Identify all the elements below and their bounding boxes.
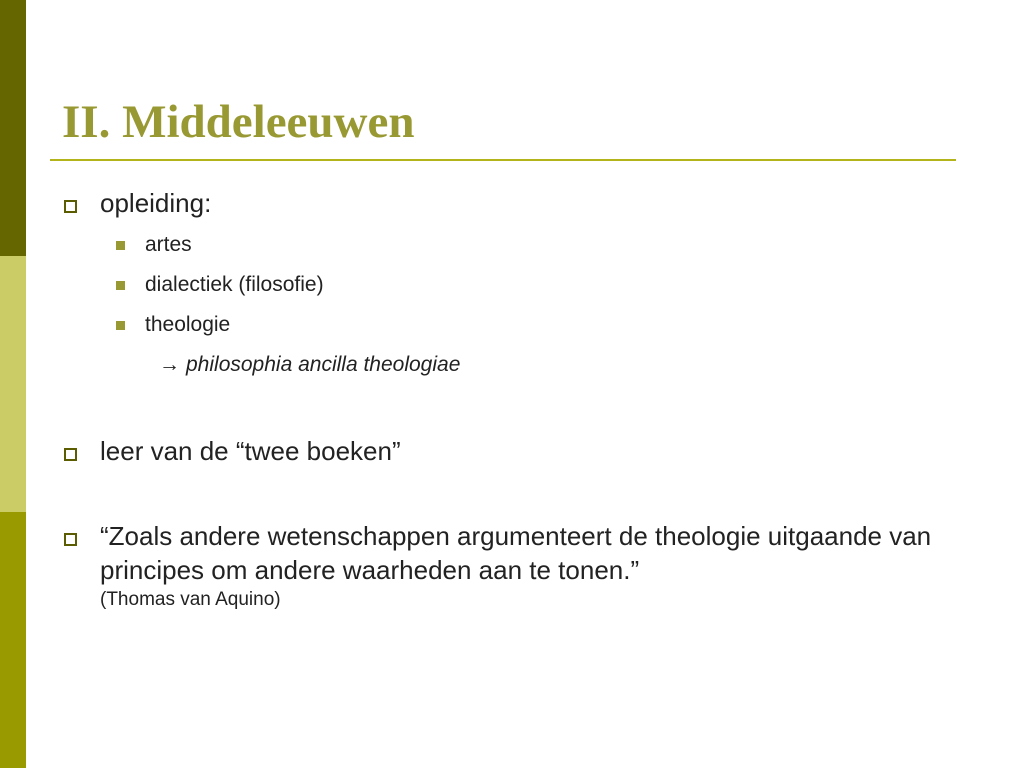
square-bullet-icon <box>116 281 125 290</box>
quote-citation: (Thomas van Aquino) <box>100 589 281 610</box>
side-accent-bar <box>0 0 26 768</box>
slide-body <box>62 186 962 613</box>
sub-bullet-item <box>62 271 962 299</box>
conclusion-line <box>62 351 962 379</box>
sub-bullet-text: dialectiek (filosofie) <box>145 273 324 296</box>
bullet-item-quote <box>62 519 962 613</box>
sub-bullet-item <box>62 231 962 259</box>
side-bar-middle-segment <box>0 256 26 512</box>
square-bullet-icon <box>116 321 125 330</box>
bullet-item-twee-boeken <box>62 434 962 468</box>
square-outline-bullet-icon <box>64 533 77 546</box>
title-divider <box>50 159 956 161</box>
square-bullet-icon <box>116 241 125 250</box>
side-bar-bottom-segment <box>0 512 26 768</box>
latin-phrase: philosophia ancilla theologiae <box>186 353 461 376</box>
quote-text: “Zoals andere wetenschappen argumenteert de theologie uitgaande van principes om andere waarheden aan te tonen.” <box>100 521 932 585</box>
slide-title: II. Middeleeuwen <box>62 96 415 148</box>
square-outline-bullet-icon <box>64 200 77 213</box>
bullet-text: opleiding: <box>100 188 212 218</box>
sub-bullet-text: artes <box>145 233 192 256</box>
bullet-text: leer van de “twee boeken” <box>100 436 401 466</box>
side-bar-top-segment <box>0 0 26 256</box>
sub-bullet-item <box>62 311 962 339</box>
sub-bullet-text: theologie <box>145 313 231 336</box>
square-outline-bullet-icon <box>64 448 77 461</box>
right-arrow-icon: → <box>159 353 180 376</box>
bullet-item-opleiding <box>62 186 962 220</box>
